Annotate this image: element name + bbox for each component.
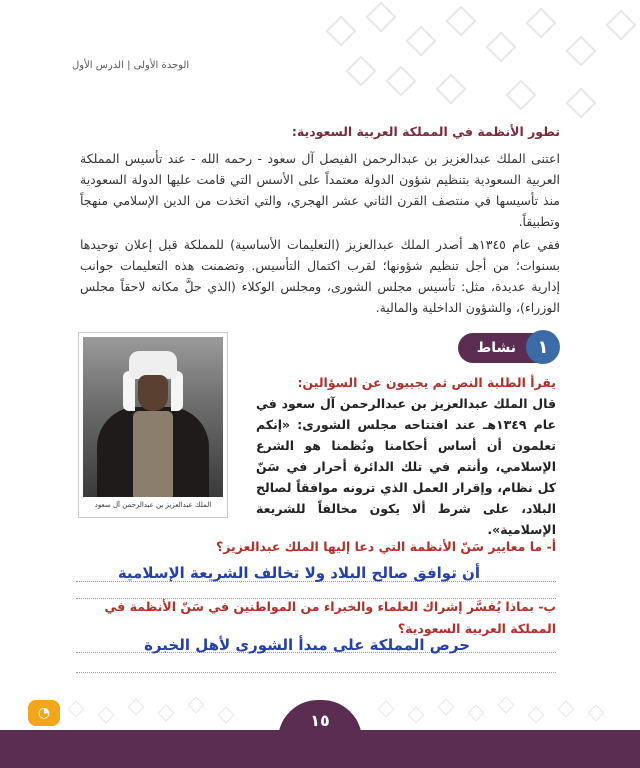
unit-lesson-header bbox=[72, 60, 189, 71]
king-portrait-image bbox=[83, 337, 223, 497]
activity-instruction: يقرأ الطلبة النص ثم يجيبون عن السؤالين: bbox=[297, 375, 556, 390]
header-decorative-pattern bbox=[310, 0, 640, 130]
question-b: ب- بماذا يُفسَّر إشراك العلماء والخبراء من المواطنين في سَنّ الأنظمة في المملكة العربية السعودية؟ bbox=[104, 599, 556, 636]
unit-label: الوحدة الأولى bbox=[133, 60, 190, 71]
king-photo-frame bbox=[78, 332, 228, 518]
section-title: تطور الأنظمة في المملكة العربية السعودية: bbox=[291, 124, 560, 139]
activity-tab bbox=[458, 333, 556, 363]
activity-label: نشاط bbox=[476, 340, 516, 356]
question-a: أ- ما معايير سَنّ الأنظمة التي دعا إليها الملك عبدالعزيز؟ bbox=[216, 539, 556, 554]
lesson-label: الدرس الأول bbox=[72, 60, 124, 71]
activity-number: ١ bbox=[526, 330, 560, 364]
answer-b: حرص المملكة على مبدأ الشورى لأهل الخبرة bbox=[144, 636, 470, 654]
photo-caption: الملك عبدالعزيز بن عبدالرحمن آل سعود bbox=[94, 501, 212, 509]
publisher-logo-icon: ◔ bbox=[28, 700, 60, 726]
header-separator: | bbox=[127, 60, 131, 71]
activity-quote: قال الملك عبدالعزيز بن عبدالرحمن آل سعود في عام ١٣٤٩هـ عند افتتاحه مجلس الشورى: «إنكم تعلمون أن أساس أحكامنا ونُظمنا هو الشرع الإسلامي، وأنتم في تلك الدائرة أحرار في سَنّ كل نظام، وإقرار العمل الذي ترونه موافقاً لصالح البلاد، على شرط ألا يكون مخالفاً للشريعة الإسلامية». bbox=[256, 396, 556, 537]
paragraph-1: اعتنى الملك عبدالعزيز بن عبدالرحمن الفيصل آل سعود - رحمه الله - عند تأسيس المملكة العربية السعودية بتنظيم شؤون الدولة معتمداً على الأسس التي قامت عليها الدولة السعودية منذ تأسيسها في منتصف القرن الثاني عشر الهجري، والتي اتخذت من الدين الإسلامي منهجاً وتطبيقاً. bbox=[80, 151, 560, 229]
answer-line bbox=[76, 672, 556, 673]
paragraph-2: ففي عام ١٣٤٥هـ أصدر الملك عبدالعزيز (التعليمات الأساسية) للمملكة قبل إعلان توحيدها بسنوات؛ من أجل تنظيم شؤونها؛ لقرب اكتمال التأسيس. وتضمنت هذه التعليمات جوانب إدارية عديدة، مثل: تأسيس مجلس الشورى، ومجلس الوكلاء (الذي حلَّ مكانه لاحقاً مجلس الوزراء)، والشؤون الداخلية والمالية. bbox=[80, 237, 560, 315]
answer-a: أن توافق صالح البلاد ولا تخالف الشريعة الإسلامية bbox=[117, 564, 480, 582]
page-number: ١٥ bbox=[278, 700, 362, 740]
